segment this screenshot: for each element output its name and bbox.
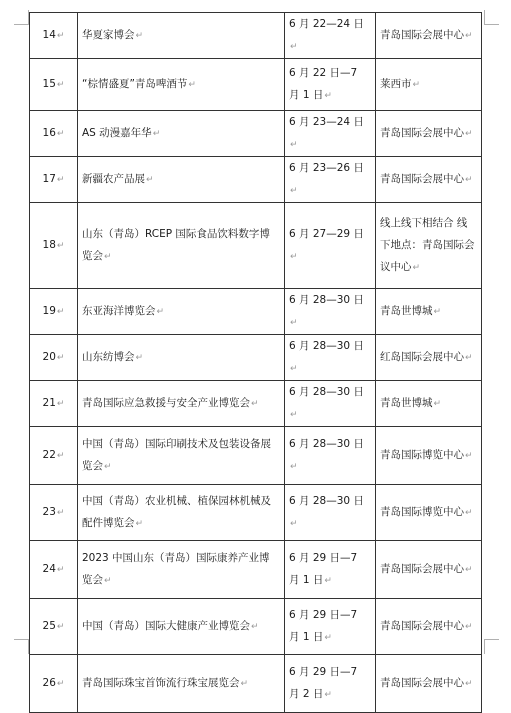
paragraph-mark-icon: ↵ (56, 399, 65, 409)
row-number-cell (30, 335, 78, 381)
paragraph-mark-icon: ↵ (324, 576, 332, 586)
paragraph-mark-icon: ↵ (56, 241, 65, 251)
event-venue-cell-text: 青岛国际会展中心 (380, 563, 464, 575)
event-date-cell (285, 289, 376, 335)
paragraph-mark-icon: ↵ (56, 80, 65, 90)
event-date-cell-text: 6 月 22 日—7 月 1 日 (289, 67, 358, 101)
row-number-cell-text: 17 (42, 173, 56, 185)
event-name-cell-text: AS 动漫嘉年华 (82, 127, 152, 139)
table-row (30, 541, 482, 599)
event-venue-cell-text: 莱西市 (380, 78, 412, 90)
event-name-cell-text: 新疆农产品展 (82, 173, 145, 185)
table-row (30, 157, 482, 203)
paragraph-mark-icon: ↵ (251, 399, 259, 409)
row-number-cell-text: 18 (42, 239, 56, 251)
paragraph-mark-icon: ↵ (465, 353, 473, 363)
event-name-cell (78, 381, 285, 427)
row-number-cell-text: 26 (42, 677, 56, 689)
paragraph-mark-icon: ↵ (465, 622, 473, 632)
paragraph-mark-icon: ↵ (56, 31, 65, 41)
table-row (30, 427, 482, 485)
row-number-cell-text: 24 (42, 563, 56, 575)
page-corner-mark-top-left (14, 10, 29, 25)
paragraph-mark-icon: ↵ (152, 129, 161, 139)
paragraph-mark-icon: ↵ (465, 565, 473, 575)
event-date-cell-text: 6 月 28—30 日 (289, 340, 364, 352)
event-date-cell (285, 157, 376, 203)
event-venue-cell-text: 青岛国际会展中心 (380, 620, 464, 632)
row-number-cell-text: 20 (42, 351, 56, 363)
paragraph-mark-icon: ↵ (290, 252, 298, 262)
event-name-cell-text: 山东纺博会 (82, 351, 135, 363)
page-corner-mark-bottom-left (14, 639, 29, 654)
row-number-cell (30, 655, 78, 713)
event-name-cell-text: 中国（青岛）国际大健康产业博览会 (82, 620, 250, 632)
paragraph-mark-icon: ↵ (412, 263, 421, 273)
event-name-cell (78, 289, 285, 335)
event-date-cell (285, 485, 376, 541)
event-venue-cell (376, 157, 482, 203)
event-name-cell-text: “棕情盛夏”青岛啤酒节 (82, 78, 188, 90)
table-row (30, 655, 482, 713)
exhibition-schedule-table (29, 12, 482, 713)
event-name-cell (78, 203, 285, 289)
row-number-cell (30, 541, 78, 599)
row-number-cell (30, 111, 78, 157)
event-name-cell-text: 华夏家博会 (82, 29, 135, 41)
event-name-cell (78, 111, 285, 157)
event-date-cell-text: 6 月 29 日—7 月 1 日 (289, 552, 358, 586)
event-name-cell (78, 335, 285, 381)
row-number-cell-text: 16 (42, 127, 56, 139)
paragraph-mark-icon: ↵ (56, 175, 65, 185)
event-date-cell-text: 6 月 27—29 日 (289, 228, 364, 240)
paragraph-mark-icon: ↵ (251, 622, 259, 632)
paragraph-mark-icon: ↵ (135, 31, 144, 41)
paragraph-mark-icon: ↵ (465, 679, 473, 689)
event-name-cell (78, 59, 285, 111)
event-venue-cell (376, 289, 482, 335)
event-venue-cell (376, 335, 482, 381)
paragraph-mark-icon: ↵ (290, 519, 298, 529)
table-row (30, 599, 482, 655)
event-name-cell (78, 541, 285, 599)
event-name-cell-text: 中国（青岛）农业机械、植保园林机械及配件博览会 (82, 495, 271, 529)
event-date-cell-text: 6 月 22—24 日 (289, 18, 364, 30)
paragraph-mark-icon: ↵ (433, 399, 442, 409)
event-venue-cell-text: 红岛国际会展中心 (380, 351, 464, 363)
event-name-cell-text: 2023 中国山东（青岛）国际康养产业博览会 (82, 552, 270, 586)
event-date-cell-text: 6 月 28—30 日 (289, 438, 364, 450)
paragraph-mark-icon: ↵ (188, 80, 196, 90)
event-venue-cell-text: 青岛国际博览中心 (380, 506, 464, 518)
event-venue-cell (376, 203, 482, 289)
paragraph-mark-icon: ↵ (104, 252, 112, 262)
event-name-cell (78, 427, 285, 485)
event-venue-cell-text: 青岛世博城 (380, 397, 433, 409)
paragraph-mark-icon: ↵ (156, 307, 165, 317)
event-date-cell-text: 6 月 28—30 日 (289, 294, 364, 306)
event-venue-cell-text: 青岛国际博览中心 (380, 449, 464, 461)
row-number-cell (30, 599, 78, 655)
paragraph-mark-icon: ↵ (290, 364, 298, 374)
event-date-cell (285, 13, 376, 59)
row-number-cell (30, 157, 78, 203)
event-name-cell-text: 东亚海洋博览会 (82, 305, 156, 317)
event-venue-cell-text: 青岛世博城 (380, 305, 433, 317)
table-row (30, 203, 482, 289)
row-number-cell-text: 19 (42, 305, 56, 317)
row-number-cell (30, 381, 78, 427)
event-date-cell (285, 655, 376, 713)
paragraph-mark-icon: ↵ (56, 451, 65, 461)
event-venue-cell (376, 655, 482, 713)
event-venue-cell-text: 青岛国际会展中心 (380, 173, 464, 185)
event-date-cell-text: 6 月 23—26 日 (289, 162, 364, 174)
event-name-cell (78, 599, 285, 655)
row-number-cell (30, 13, 78, 59)
paragraph-mark-icon: ↵ (146, 175, 154, 185)
event-venue-cell (376, 599, 482, 655)
row-number-cell (30, 289, 78, 335)
paragraph-mark-icon: ↵ (465, 508, 473, 518)
paragraph-mark-icon: ↵ (290, 410, 298, 420)
row-number-cell-text: 23 (42, 506, 56, 518)
event-name-cell (78, 157, 285, 203)
event-venue-cell (376, 541, 482, 599)
table-row (30, 13, 482, 59)
event-venue-cell (376, 111, 482, 157)
event-venue-cell (376, 485, 482, 541)
paragraph-mark-icon: ↵ (56, 508, 65, 518)
event-venue-cell (376, 59, 482, 111)
paragraph-mark-icon: ↵ (104, 462, 112, 472)
event-date-cell-text: 6 月 29 日—7 月 1 日 (289, 609, 358, 643)
row-number-cell (30, 485, 78, 541)
paragraph-mark-icon: ↵ (56, 565, 65, 575)
page-corner-mark-bottom-right (484, 639, 499, 654)
row-number-cell-text: 21 (42, 397, 56, 409)
event-name-cell-text: 青岛国际珠宝首饰流行珠宝展览会 (82, 677, 240, 689)
paragraph-mark-icon: ↵ (240, 679, 249, 689)
event-date-cell (285, 335, 376, 381)
paragraph-mark-icon: ↵ (56, 129, 65, 139)
table-row (30, 381, 482, 427)
table-row (30, 335, 482, 381)
event-date-cell-text: 6 月 28—30 日 (289, 386, 364, 398)
event-name-cell (78, 655, 285, 713)
table-row (30, 485, 482, 541)
event-date-cell-text: 6 月 28—30 日 (289, 495, 364, 507)
paragraph-mark-icon: ↵ (290, 140, 298, 150)
paragraph-mark-icon: ↵ (324, 690, 332, 700)
row-number-cell-text: 25 (42, 620, 56, 632)
event-venue-cell-text: 青岛国际会展中心 (380, 127, 464, 139)
event-name-cell-text: 青岛国际应急救援与安全产业博览会 (82, 397, 250, 409)
paragraph-mark-icon: ↵ (465, 129, 473, 139)
row-number-cell-text: 22 (42, 449, 56, 461)
event-date-cell-text: 6 月 23—24 日 (289, 116, 364, 128)
table-row (30, 111, 482, 157)
paragraph-mark-icon: ↵ (465, 175, 473, 185)
paragraph-mark-icon: ↵ (433, 307, 442, 317)
event-date-cell (285, 599, 376, 655)
event-date-cell (285, 541, 376, 599)
event-venue-cell-text: 青岛国际会展中心 (380, 677, 464, 689)
row-number-cell (30, 59, 78, 111)
paragraph-mark-icon: ↵ (290, 462, 298, 472)
paragraph-mark-icon: ↵ (465, 451, 473, 461)
row-number-cell (30, 203, 78, 289)
paragraph-mark-icon: ↵ (465, 31, 473, 41)
event-name-cell (78, 13, 285, 59)
paragraph-mark-icon: ↵ (290, 42, 298, 52)
paragraph-mark-icon: ↵ (56, 353, 65, 363)
table-row (30, 59, 482, 111)
paragraph-mark-icon: ↵ (324, 633, 332, 643)
event-venue-cell (376, 381, 482, 427)
paragraph-mark-icon: ↵ (135, 353, 144, 363)
paragraph-mark-icon: ↵ (135, 519, 144, 529)
paragraph-mark-icon: ↵ (104, 576, 112, 586)
paragraph-mark-icon: ↵ (56, 622, 65, 632)
paragraph-mark-icon: ↵ (324, 91, 332, 101)
event-name-cell-text: 中国（青岛）国际印刷技术及包装设备展览会 (82, 438, 271, 472)
row-number-cell-text: 14 (42, 29, 56, 41)
paragraph-mark-icon: ↵ (290, 318, 298, 328)
row-number-cell (30, 427, 78, 485)
row-number-cell-text: 15 (42, 78, 56, 90)
event-venue-cell-text: 线上线下相结合 线下地点：青岛国际会议中心 (380, 217, 475, 273)
event-date-cell (285, 381, 376, 427)
paragraph-mark-icon: ↵ (56, 679, 65, 689)
event-date-cell (285, 427, 376, 485)
event-venue-cell (376, 427, 482, 485)
event-venue-cell-text: 青岛国际会展中心 (380, 29, 464, 41)
event-date-cell (285, 59, 376, 111)
paragraph-mark-icon: ↵ (56, 307, 65, 317)
event-date-cell (285, 203, 376, 289)
paragraph-mark-icon: ↵ (290, 186, 298, 196)
event-date-cell-text: 6 月 29 日—7 月 2 日 (289, 666, 358, 700)
event-name-cell-text: 山东（青岛）RCEP 国际食品饮料数字博览会 (82, 228, 270, 262)
event-venue-cell (376, 13, 482, 59)
page-corner-mark-top-right (484, 10, 499, 25)
event-name-cell (78, 485, 285, 541)
paragraph-mark-icon: ↵ (412, 80, 421, 90)
table-row (30, 289, 482, 335)
event-date-cell (285, 111, 376, 157)
